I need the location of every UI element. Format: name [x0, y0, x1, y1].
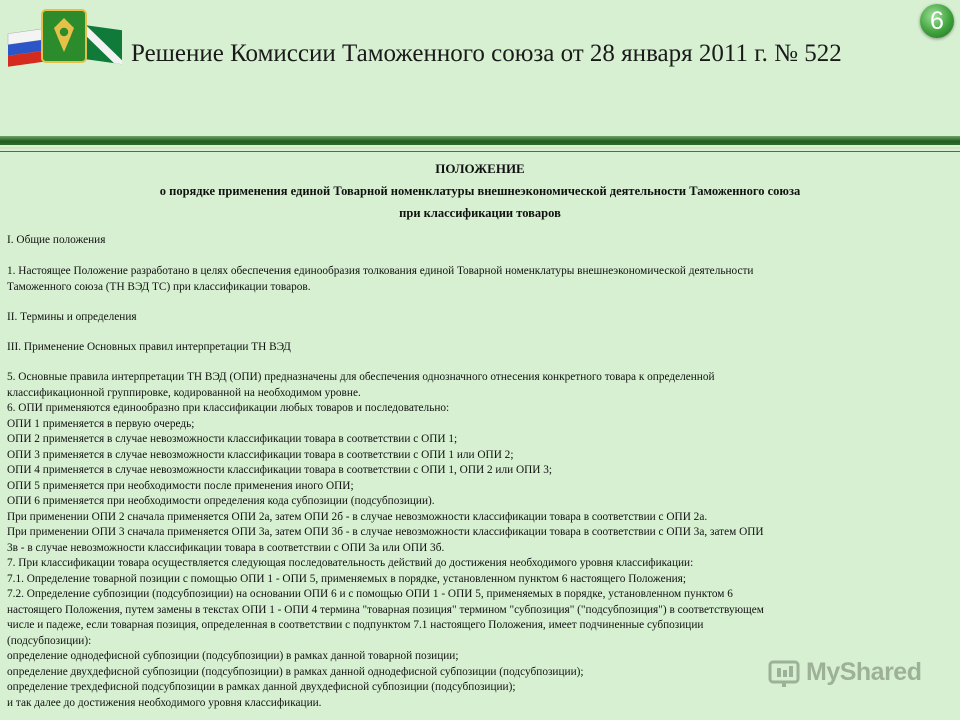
- text-line: ОПИ 2 применяется в случае невозможности классификации товара в соответствии с ОПИ 1;: [7, 433, 458, 445]
- text-line: 6. ОПИ применяются единообразно при классификации любых товаров и последовательно:: [7, 402, 450, 414]
- text-line: ОПИ 6 применяется при необходимости определения кода субпозиции (подсубпозиции).: [7, 495, 435, 507]
- text-line: 7.2. Определение субпозиции (подсубпозиции) на основании ОПИ 6 и с помощью ОПИ 1 - ОПИ 5, применяемых в порядке, установленном пунктом 6: [7, 588, 733, 600]
- heading-subtitle-1: о порядке применения единой Товарной номенклатуры внешнеэкономической деятельности Таможенного союза: [159, 184, 801, 198]
- text-line: ОПИ 1 применяется в первую очередь;: [7, 417, 195, 430]
- text-line: ОПИ 3 применяется в случае невозможности классификации товара в соответствии с ОПИ 1 или ОПИ 2;: [7, 448, 514, 461]
- paragraph-1: [7, 264, 913, 295]
- page-title: Решение Комиссии Таможенного союза от 28 января 2011 г. № 522: [131, 40, 842, 67]
- text-line: 3в - в случае невозможности классификации товара в соответствии с ОПИ 3а или ОПИ 3б.: [7, 541, 445, 554]
- text-line: ОПИ 4 применяется в случае невозможности классификации товара в соответствии с ОПИ 1, ОПИ 2 или ОПИ 3;: [7, 464, 553, 476]
- text-line: 7.1. Определение товарной позиции с помощью ОПИ 1 - ОПИ 5, применяемых в порядке, установленном пунктом 6 настоящего Положения;: [7, 572, 687, 585]
- heading-subtitle-2: при классификации товаров: [399, 206, 561, 220]
- text-line: определение однодефисной субпозиции (подсубпозиции) в рамках данной товарной позиции;: [7, 650, 459, 662]
- paragraph-1-line-1: 1. Настоящее Положение разработано в целях обеспечения единообразия толкования единой Товарной номенклатуры внешнеэкономической деятельности: [7, 265, 754, 277]
- text-line: определение трехдефисной подсубпозиции в рамках данной двухдефисной субпозиции (подсубпозиции);: [7, 681, 516, 693]
- text-line: классификационной группировке, кодированной на необходимом уровне.: [7, 386, 361, 399]
- text-line: При применении ОПИ 2 сначала применяется ОПИ 2а, затем ОПИ 2б - в случае невозможности классификации товара в соответствии с ОПИ 2а.: [7, 510, 708, 523]
- text-line: определение двухдефисной субпозиции (подсубпозиции) в рамках данной однодефисной субпозиции (подсубпозиции);: [7, 665, 584, 678]
- paragraph-1-line-2: Таможенного союза (ТН ВЭД ТС) при классификации товаров.: [7, 280, 311, 293]
- text-line: числе и падеже, если товарная позиция, определенная в соответствии с подпунктом 7.1 настоящего Положения, имеет подчиненные субпозиции: [7, 619, 704, 631]
- section-terms: II. Термины и определения: [7, 311, 137, 323]
- section-rules: III. Применение Основных правил интерпретации ТН ВЭД: [7, 341, 291, 353]
- slide-header: [0, 0, 960, 130]
- emblem-flags-icon: [6, 4, 124, 70]
- heading-title: ПОЛОЖЕНИЕ: [435, 161, 525, 176]
- text-line: настоящего Положения, путем замены в текстах ОПИ 1 - ОПИ 4 термина "товарная позиция" термином "субпозиция" ("подсубпозиция") в соответствующем: [7, 603, 764, 616]
- text-line: (подсубпозиции):: [7, 634, 92, 647]
- text-line: 7. При классификации товара осуществляется следующая последовательность действий до достижения необходимого уровня классификации:: [7, 557, 694, 569]
- header-divider: [0, 136, 960, 145]
- presentation-icon: [768, 658, 800, 690]
- text-line: 5. Основные правила интерпретации ТН ВЭД (ОПИ) предназначены для обеспечения однозначного отнесения конкретного товара к определенной: [7, 371, 715, 383]
- section-general: I. Общие положения: [7, 234, 106, 246]
- text-line: При применении ОПИ 3 сначала применяется ОПИ 3а, затем ОПИ 3б - в случае невозможности классификации товара в соответствии с ОПИ 3а, затем ОПИ: [7, 526, 764, 538]
- text-line: ОПИ 5 применяется при необходимости после применения иного ОПИ;: [7, 479, 354, 492]
- watermark: [768, 656, 938, 692]
- watermark-text: MyShared: [806, 658, 922, 686]
- slide-number-badge: 6: [920, 4, 954, 38]
- header-divider-thin: [0, 151, 960, 152]
- header-divider-light: [0, 147, 960, 149]
- document-heading: [0, 158, 960, 224]
- text-line: и так далее до достижения необходимого уровня классификации.: [7, 696, 322, 709]
- document-body: [0, 158, 960, 224]
